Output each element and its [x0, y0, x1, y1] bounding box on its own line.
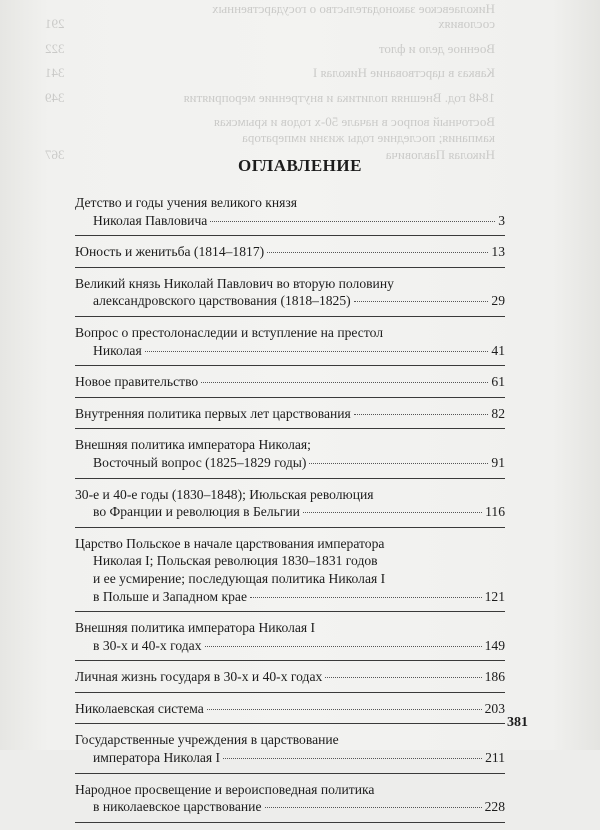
ghost-text: Военное дело и флот	[378, 41, 495, 56]
ghost-page: 349	[45, 90, 65, 105]
toc-entry-title: александровского царствования (1818–1825)	[93, 293, 351, 309]
ghost-line	[45, 89, 495, 106]
toc-entry	[75, 668, 505, 693]
toc-entry-line	[75, 731, 505, 749]
toc-entry-line	[75, 454, 505, 472]
ghost-line	[45, 40, 495, 57]
dot-leader	[354, 301, 489, 302]
toc-entry-line	[75, 781, 505, 799]
toc-entry-title: Царство Польское в начале царствования императора	[75, 535, 385, 551]
ghost-page: 322	[45, 41, 65, 56]
toc-entry-title: Внешняя политика императора Николая I	[75, 620, 316, 636]
toc-entry-line	[75, 275, 505, 293]
toc-entry	[75, 275, 505, 317]
dot-leader	[303, 512, 482, 513]
toc-entry	[75, 194, 505, 236]
toc-entry	[75, 700, 505, 725]
toc-entry	[75, 781, 505, 823]
toc-entry-line	[75, 405, 505, 423]
ghost-text: Кавказ в царствование Николая I	[312, 65, 495, 80]
toc-entry-line	[75, 749, 505, 767]
ghost-page: 291	[45, 16, 65, 31]
toc-entry-title: в николаевское царствование	[93, 799, 262, 815]
toc-entry-title: Николая	[93, 342, 142, 358]
toc-entry-title: Восточный вопрос (1825–1829 годы)	[93, 454, 307, 470]
toc-entry-line	[75, 373, 505, 391]
ghost-text: сословиях	[438, 16, 495, 31]
toc-entry-line	[75, 194, 505, 212]
toc-page-number: 91	[491, 454, 505, 470]
toc-entry-title: в 30-х и 40-х годах	[93, 637, 202, 653]
toc-entry-title: Народное просвещение и вероисповедная политика	[75, 781, 375, 797]
dot-leader	[145, 351, 489, 352]
toc-entry-line	[75, 292, 505, 310]
toc-entry-line	[75, 436, 505, 454]
toc-entry-line	[75, 619, 505, 637]
toc-entry	[75, 619, 505, 661]
toc-entry-line	[75, 212, 505, 230]
ghost-page: 367	[45, 147, 65, 162]
toc-entry	[75, 486, 505, 528]
toc-entry-line	[75, 486, 505, 504]
ghost-line	[45, 64, 495, 81]
toc-entry	[75, 405, 505, 430]
toc-entry-title: Новое правительство	[75, 374, 199, 390]
ghost-text: кампания; последние годы жизни императора	[242, 130, 495, 145]
ghost-text: Николая Павловича	[385, 147, 495, 162]
toc-entry-title: и ее усмирение; последующая политика Николая I	[93, 570, 386, 586]
dot-leader	[354, 414, 489, 415]
toc-page-number: 3	[498, 212, 505, 228]
toc-entry	[75, 324, 505, 366]
toc-page-number: 211	[485, 750, 505, 766]
toc-entry-line	[75, 503, 505, 521]
ghost-text: Восточный вопрос в начале 50-х годов и крымская	[213, 114, 495, 129]
ghost-text: 1848 год. Внешняя политика и внутренние мероприятия	[183, 90, 495, 105]
toc-entry	[75, 436, 505, 478]
toc-page-number: 41	[491, 342, 505, 358]
toc-entry-line	[75, 700, 505, 718]
toc-entry-line	[75, 243, 505, 261]
toc-entry-line	[75, 570, 505, 588]
toc-entry-title: Николая I; Польская революция 1830–1831 годов	[93, 553, 378, 569]
toc-entry-line	[75, 668, 505, 686]
toc-entry	[75, 731, 505, 773]
toc-entry-title: Внешняя политика императора Николая;	[75, 437, 311, 453]
toc-entry-line	[75, 324, 505, 342]
ghost-line	[45, 15, 495, 32]
dot-leader	[309, 463, 488, 464]
toc-entry-line	[75, 552, 505, 570]
toc-page-number: 203	[484, 700, 505, 716]
dot-leader	[223, 758, 482, 759]
ghost-text: Николаевское законодательство о государственных	[211, 1, 495, 16]
dot-leader	[267, 252, 488, 253]
toc-page-number: 29	[491, 293, 505, 309]
toc-entry-line	[75, 535, 505, 553]
toc-entry-title: Великий князь Николай Павлович во вторую половину	[75, 275, 394, 291]
page-number: 381	[507, 715, 528, 730]
ghost-line	[45, 129, 495, 146]
toc-entry-title: Внутренняя политика первых лет царствования	[75, 405, 351, 421]
toc-entry-title: в Польше и Западном крае	[93, 588, 247, 604]
toc-entry	[75, 243, 505, 268]
dot-leader	[205, 646, 482, 647]
toc-entry-line	[75, 342, 505, 360]
toc-page-number: 82	[491, 405, 505, 421]
toc-entry-title: во Франции и революция в Бельгии	[93, 504, 300, 520]
toc-entry-title: императора Николая I	[93, 750, 221, 766]
toc-entry-line	[75, 588, 505, 606]
toc-entry-title: Николаевская система	[75, 700, 204, 716]
toc-entry-title: Государственные учреждения в царствование	[75, 732, 339, 748]
toc-page-number: 149	[484, 637, 505, 653]
dot-leader	[250, 597, 482, 598]
toc-page-number: 61	[491, 374, 505, 390]
toc-entry-title: Детство и годы учения великого князя	[75, 195, 298, 210]
toc-entry-title: Юность и женитьба (1814–1817)	[75, 244, 265, 260]
toc-entry-line	[75, 637, 505, 655]
dot-leader	[210, 221, 495, 222]
dot-leader	[207, 709, 482, 710]
toc-entry	[75, 535, 505, 612]
toc-page-number: 116	[485, 504, 505, 520]
ghost-page: 341	[45, 65, 65, 80]
ghost-line	[45, 113, 495, 130]
toc-page-number: 228	[484, 799, 505, 815]
toc-page-number: 13	[491, 244, 505, 260]
toc-entry-title: Николая Павловича	[93, 212, 208, 228]
table-of-contents	[75, 194, 505, 830]
toc-entry-title: Личная жизнь государя в 30-х и 40-х годах	[75, 669, 323, 685]
toc-entry-line	[75, 798, 505, 816]
toc-entry	[75, 373, 505, 398]
page-title: ОГЛАВЛЕНИЕ	[238, 156, 362, 175]
toc-page-number: 186	[484, 669, 505, 685]
toc-entry-title: 30-е и 40-е годы (1830–1848); Июльская революция	[75, 486, 374, 502]
toc-page-number: 121	[484, 588, 505, 604]
dot-leader	[265, 807, 482, 808]
dot-leader	[325, 677, 481, 678]
toc-entry-title: Вопрос о престолонаследии и вступление на престол	[75, 324, 384, 340]
dot-leader	[201, 382, 488, 383]
